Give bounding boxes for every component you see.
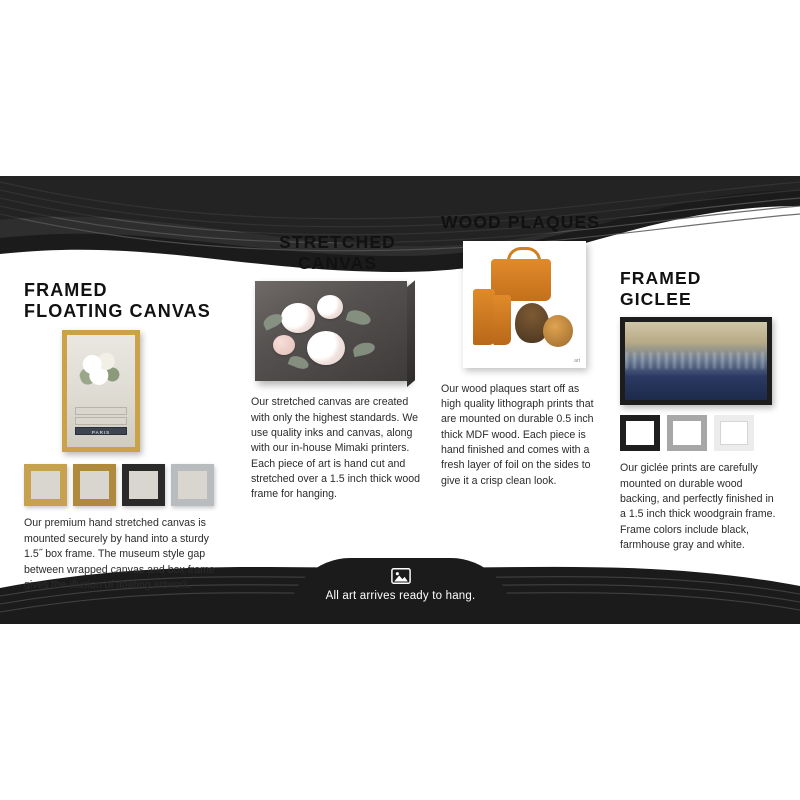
framed-floating-canvas-artwork bbox=[62, 330, 140, 452]
artwork-signature: art bbox=[574, 357, 580, 364]
brass-frame-swatch bbox=[73, 464, 116, 506]
white-frame-swatch bbox=[714, 415, 754, 451]
section-description-framed-floating-canvas: Our premium hand stretched canvas is mounted securely by hand into a sturdy 1.5˝ box frame. The museum style gap between wrapped canvas and box frame gives the illusion of floating artwork. bbox=[24, 517, 215, 591]
section-description-wood-plaques: Our wood plaques start off as high quality lithograph prints that are mounted on durable 0.5 inch thick MDF wood. Each piece is hand finished and comes with a fresh layer of foil on the sides to give it a crisp clean look. bbox=[441, 382, 594, 487]
section-framed-floating-canvas bbox=[24, 280, 220, 593]
ready-to-hang-banner bbox=[288, 558, 513, 620]
ready-to-hang-text: All art arrives ready to hang. bbox=[325, 590, 476, 602]
section-wood-plaques bbox=[441, 212, 601, 489]
framed-giclee-artwork bbox=[620, 317, 772, 405]
section-stretched-canvas bbox=[251, 232, 424, 503]
section-title-framed-floating-canvas bbox=[24, 280, 220, 322]
section-description-stretched-canvas: Our stretched canvas are created with only the highest standards. We use quality inks and canvas, along with our in-house Mimaki printers. Each piece of art is hand cut and stretched over a 1.5 inch thick wood frame for hanging. bbox=[251, 396, 421, 501]
section-title-wood-plaques: WOOD PLAQUES bbox=[441, 212, 601, 232]
section-framed-giclee bbox=[620, 268, 778, 553]
black-frame-swatch bbox=[122, 464, 165, 506]
silver-frame-swatch bbox=[171, 464, 214, 506]
artwork-caption: PARIS bbox=[91, 430, 111, 436]
section-title-line2: FLOATING CANVAS bbox=[24, 301, 211, 322]
infographic-image bbox=[0, 176, 800, 624]
bouquet-illustration bbox=[79, 349, 123, 393]
gold-frame-swatch bbox=[24, 464, 67, 506]
frame-color-swatches bbox=[24, 464, 220, 506]
section-title-stretched-canvas bbox=[251, 232, 424, 273]
stretched-canvas-artwork bbox=[255, 281, 407, 381]
wood-plaque-artwork bbox=[463, 241, 586, 368]
picture-icon bbox=[288, 566, 513, 588]
section-title-line2: CANVAS bbox=[297, 252, 378, 273]
section-title-line1: STRETCHED bbox=[279, 232, 396, 252]
section-description-framed-giclee: Our giclée prints are carefully mounted on durable wood backing, and perfectly finished in a 1.5 inch thick woodgrain frame. Frame colors include black, farmhouse gray and white. bbox=[620, 462, 776, 552]
giclee-frame-color-swatches bbox=[620, 415, 778, 451]
section-title-line1: FRAMED bbox=[24, 280, 108, 300]
section-title-framed-giclee: FRAMED GICLEE bbox=[620, 268, 702, 309]
black-frame-swatch bbox=[620, 415, 660, 451]
gray-frame-swatch bbox=[667, 415, 707, 451]
